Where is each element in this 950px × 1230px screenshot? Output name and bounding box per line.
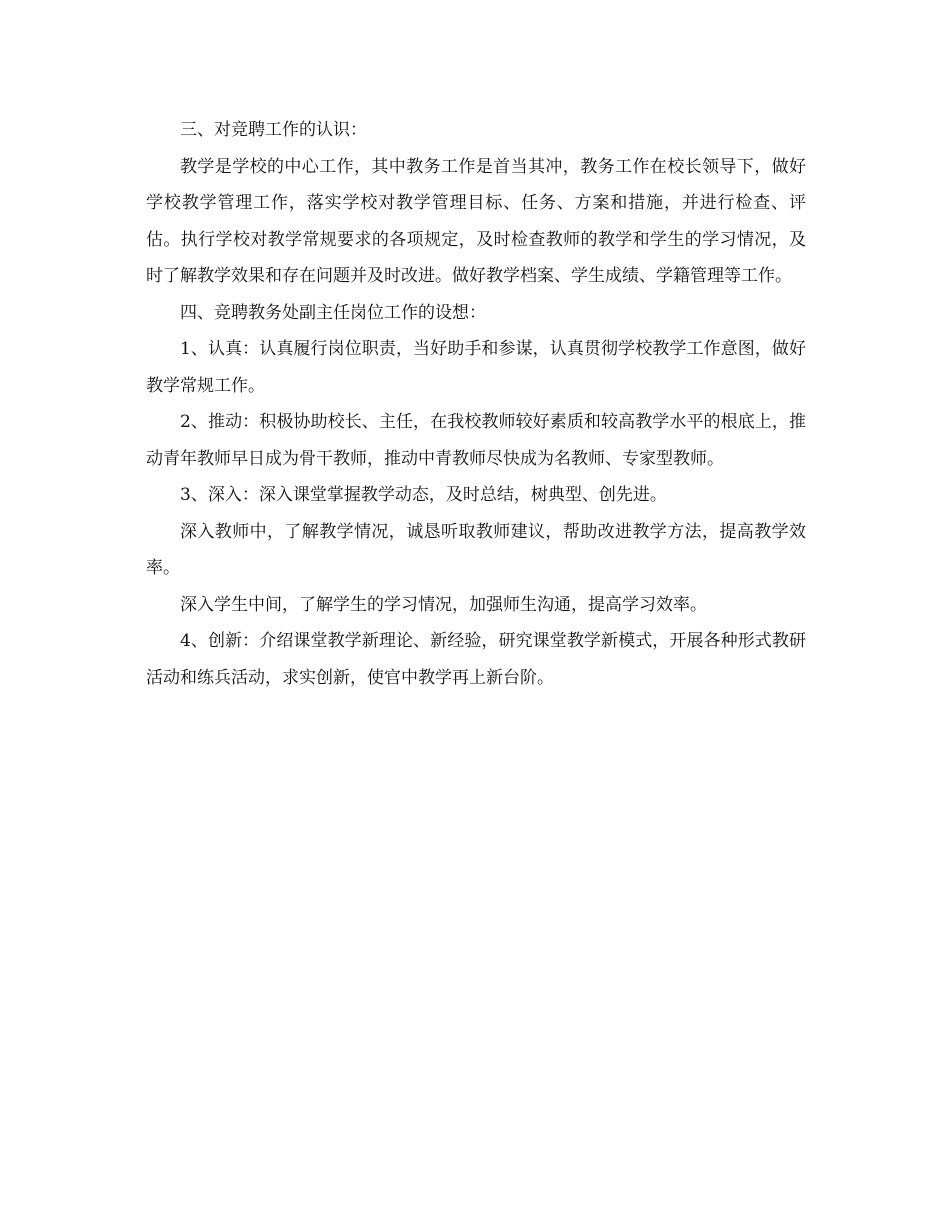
plan-item-in-depth: 3、深入：深入课堂掌握教学动态，及时总结，树典型、创先进。 (180, 485, 667, 505)
paragraph-teachers: 深入教师中，了解教学情况，诚恳听取教师建议，帮助改进教学方法，提高教学效率。 (146, 521, 806, 578)
paragraph-students: 深入学生中间，了解学生的学习情况，加强师生沟通，提高学习效率。 (180, 594, 707, 615)
section-heading-plans: 四、竞聘教务处副主任岗位工作的设想： (180, 302, 486, 323)
plan-item-promotion: 2、推动：积极协助校长、主任，在我校教师较好素质和较高教学水平的根底上，推动青年教师早日成为骨干教师，推动中青教师尽快成为名教师、专家型教师。 (146, 412, 806, 469)
document-body (146, 112, 806, 696)
paragraph-teaching-work: 教学是学校的中心工作，其中教务工作是首当其冲，教务工作在校长领导下，做好学校教学管理工作，落实学校对教学管理目标、任务、方案和措施，并进行检查、评估。执行学校对教学常规要求的各项规定，及时检查教师的教学和学生的学习情况，及时了解教学效果和存在问题并及时改进。做好教学档案、学生成绩、学籍管理等工作。 (146, 156, 806, 286)
plan-item-diligence: 1、认真：认真履行岗位职责，当好助手和参谋，认真贯彻学校教学工作意图，做好教学常规工作。 (146, 339, 806, 396)
plan-item-innovation: 4、创新：介绍课堂教学新理论、新经验，研究课堂教学新模式，开展各种形式教研活动和练兵活动，求实创新，使官中教学再上新台阶。 (146, 631, 806, 688)
section-heading-understanding: 三、对竞聘工作的认识： (180, 120, 367, 140)
